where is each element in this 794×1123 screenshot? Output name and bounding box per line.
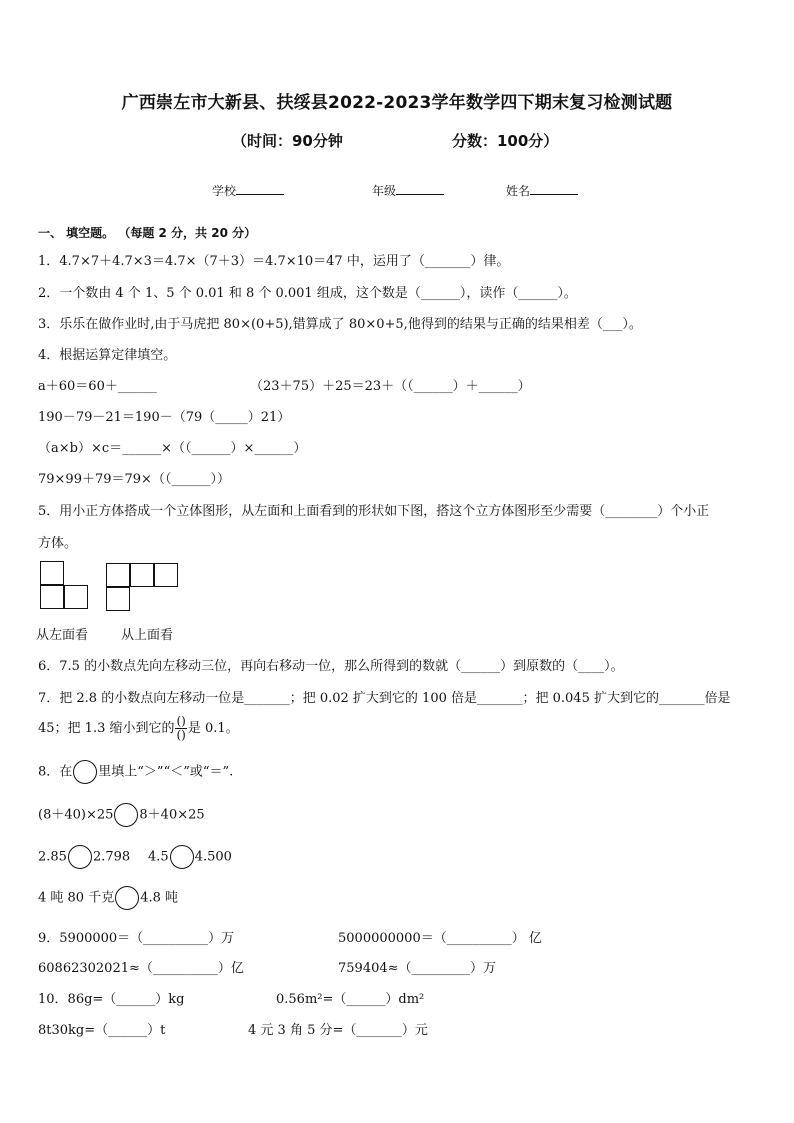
school-field	[212, 182, 284, 199]
grade-label: 年级	[372, 184, 397, 198]
question-9b: 5000000000＝（__________） 亿	[338, 931, 542, 946]
question-9d: 759404≈（_________）万	[338, 961, 497, 976]
question-4d: （a×b）×c＝______×（（______）×______）	[38, 441, 307, 456]
question-4a: a＋60＝60＋______	[38, 379, 157, 394]
question-5: 5．用小正方体搭成一个立体图形，从左面和上面看到的形状如下图，搭这个立方体图形至少需要（________）个小正	[38, 504, 710, 519]
cube-square	[154, 563, 178, 587]
fraction-denominator: ()	[176, 728, 186, 742]
compare-circle	[73, 760, 97, 784]
name-field	[506, 182, 578, 199]
section-heading: 一、 填空题。 （每题 2 分，共 20 分）	[38, 226, 257, 240]
blank-fraction	[175, 715, 186, 742]
compare-circle[interactable]	[68, 845, 92, 869]
question-4b: （23＋75）＋25＝23＋（（______）＋______）	[250, 379, 531, 394]
q8-instruction: 里填上“＞”“＜”或“＝”.	[98, 764, 234, 780]
comparison-right: 8＋40×25	[139, 807, 205, 823]
question-8	[38, 760, 233, 784]
question-4c: 190－79－21＝190－（79（_____）21）	[38, 410, 291, 425]
question-2: 2．一个数由 4 个 1、5 个 0.01 和 8 个 0.001 组成，这个数是（______），读作（______）。	[38, 286, 577, 301]
question-5-cont: 方体。	[38, 536, 78, 551]
question-9a: 9．5900000＝（__________）万	[38, 931, 235, 946]
question-3: 3．乐乐在做作业时,由于马虎把 80×(0+5),错算成了 80×0+5,他得到的结果与正确的结果相差（___）。	[38, 317, 642, 332]
cube-square	[40, 561, 64, 585]
grade-blank	[396, 182, 444, 195]
q7-text-before-fraction: 45；把 1.3 缩小到它的	[38, 721, 175, 736]
school-label: 学校	[212, 184, 237, 198]
question-9c: 60862302021≈（__________）亿	[38, 961, 244, 976]
question-10d: 4 元 3 角 5 分=（_______）元	[248, 1023, 428, 1038]
cube-square	[130, 563, 154, 587]
comparison-left: (8＋40)×25	[38, 807, 114, 823]
grade-field	[372, 182, 444, 199]
cube-square	[106, 563, 130, 587]
question-7: 7．把 2.8 的小数点向左移动一位是_______；把 0.02 扩大到它的 100 倍是_______；把 0.045 扩大到它的_______倍是	[38, 691, 731, 706]
comparison-left: 2.85	[38, 849, 67, 865]
name-label: 姓名	[506, 184, 531, 198]
q8-prefix: 8．在	[38, 764, 73, 780]
question-4: 4．根据运算定律填空。	[38, 348, 177, 363]
compare-circle[interactable]	[115, 886, 139, 910]
comparison-b2	[148, 845, 232, 869]
comparison-left: 4.5	[148, 849, 169, 865]
question-4e: 79×99＋79＝79×（（______））	[38, 472, 230, 487]
cube-square	[106, 587, 130, 611]
question-7-cont	[38, 715, 239, 742]
comparison-c	[38, 886, 178, 910]
question-10b: 0.56m²=（______）dm²	[276, 992, 425, 1007]
cube-square	[64, 585, 88, 609]
compare-circle[interactable]	[170, 845, 194, 869]
comparison-left: 4 吨 80 千克	[38, 890, 115, 906]
comparison-right: 2.798	[92, 849, 131, 865]
exam-score: 分数：100分）	[452, 132, 559, 150]
school-blank	[236, 182, 284, 195]
page-title: 广西崇左市大新县、扶绥县2022-2023学年数学四下期末复习检测试题	[121, 93, 673, 113]
comparison-right: 4.500	[194, 849, 232, 865]
question-6: 6．7.5 的小数点先向左移动三位，再向右移动一位，那么所得到的数就（______）到原数的（____）。	[38, 659, 624, 674]
top-view-label: 从上面看	[121, 628, 174, 643]
question-1: 1．4.7×7＋4.7×3＝4.7×（7＋3）＝4.7×10＝47 中，运用了（_______）律。	[38, 254, 510, 269]
cube-square	[40, 585, 64, 609]
fraction-numerator: ()	[176, 714, 186, 728]
q7-text-after-fraction: 是 0.1。	[187, 721, 239, 736]
compare-circle[interactable]	[114, 803, 138, 827]
comparison-right: 4.8 吨	[140, 890, 179, 906]
comparison-b1	[38, 845, 130, 869]
exam-time: （时间：90分钟	[232, 132, 343, 150]
question-10a: 10．86g=（______）kg	[38, 992, 185, 1007]
comparison-a	[38, 803, 205, 827]
name-blank	[530, 182, 578, 195]
question-10c: 8t30kg=（______）t	[38, 1023, 166, 1038]
left-view-label: 从左面看	[36, 628, 89, 643]
